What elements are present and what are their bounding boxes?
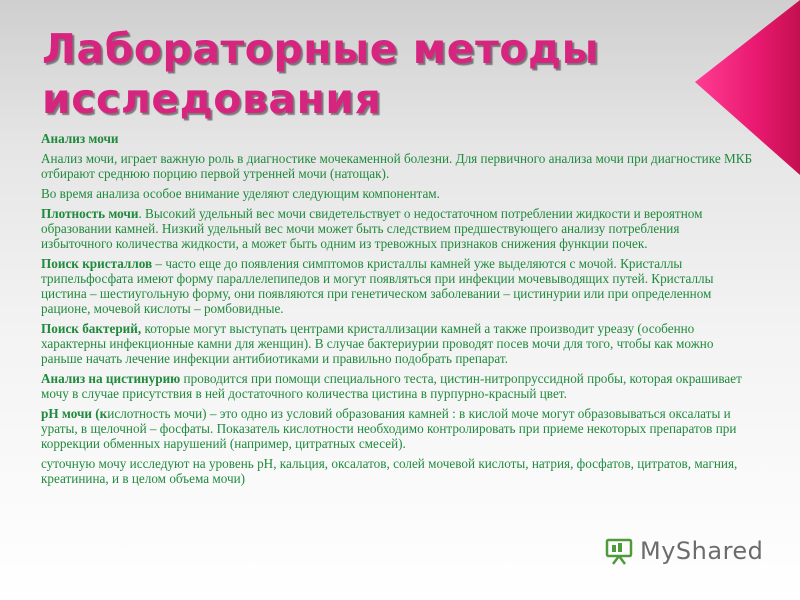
paragraph-lead: Анализ мочи (41, 131, 119, 146)
paragraph-text: суточную мочу исследуют на уровень pH, кальция, оксалатов, солей мочевой кислоты, натрия, фосфатов, цитратов, магния, креатинина, и в целом объема мочи) (41, 456, 738, 486)
paragraph (41, 321, 753, 366)
myshared-logo[interactable] (604, 534, 764, 568)
paragraph-text: Анализ мочи, играет важную роль в диагностике мочекаменной болезни. Для первичного анализа мочи при диагностике МКБ отбирают среднюю порцию первой утренней мочи (натощак). (41, 151, 753, 181)
presentation-board-icon (604, 536, 634, 566)
paragraph-lead: pH мочи (к (41, 406, 108, 421)
paragraph-text: . Высокий удельный вес мочи свидетельствует о недостаточном потреблении жидкости и вероятном образовании камней. Низкий удельный вес мочи может быть следствием предшествующего анализу потребления избыточного количества жидкости, а может быть одним из тревожных признаков снижения функции почек. (41, 206, 703, 251)
paragraph (41, 206, 753, 251)
slide-title: Лабораторные методы исследования (42, 25, 600, 123)
paragraph-text: ислотность мочи) – это одно из условий образования камней : в кислой моче могут образовываться оксалаты и ураты, в щелочной – фосфаты. Показатель кислотности необходимо контролировать при приеме некоторых препаратов при коррекции обменных нарушений (например, цитратных смесей). (41, 406, 737, 451)
paragraph-text: которые могут выступать центрами кристаллизации камней а также производит уреазу (особенно характерны инфекционные камни для женщин). В случае бактериурии проводят посев мочи для того, чтобы как можно раньше начать лечение инфекции антибиотиками и правильно подобрать препарат. (41, 321, 714, 366)
paragraph (41, 151, 753, 181)
paragraph-lead: Поиск бактерий, (41, 321, 142, 336)
paragraph-text: – часто еще до появления симптомов кристаллы камней уже выделяются с мочой. Кристаллы трипельфосфата имеют форму параллелепипедов и могут появляться при инфекции мочевыводящих путей. Кристаллы цистина – шестиугольную форму, они появляются при генетическом заболевании – цистинурии или при определенном рационе, мочевой кислоты – ромбовидные. (41, 256, 714, 316)
paragraph-lead: Анализ на цистинурию (41, 371, 181, 386)
logo-text: MyShared (640, 537, 764, 565)
slide-body (41, 131, 753, 491)
paragraph-lead: Поиск кристаллов (41, 256, 153, 271)
paragraph (41, 406, 753, 451)
paragraph (41, 131, 753, 146)
paragraph (41, 371, 753, 401)
paragraph (41, 256, 753, 316)
paragraph-text: Во время анализа особое внимание уделяют следующим компонентам. (41, 186, 440, 201)
paragraph-lead: Плотность мочи (41, 206, 139, 221)
paragraph-text: проводится при помощи специального теста, цистин-нитропруссидной пробы, которая окрашивает мочу в случае присутствия в ней достаточного количества цистина в пурпурно-красный цвет. (41, 371, 742, 401)
paragraph (41, 186, 753, 201)
paragraph (41, 456, 753, 486)
